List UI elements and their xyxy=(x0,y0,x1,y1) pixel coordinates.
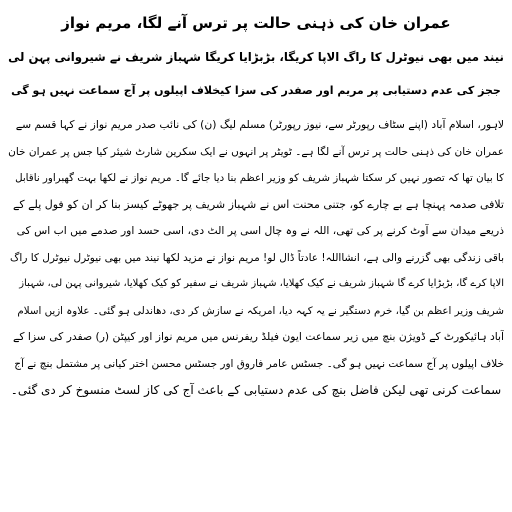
body-line: لاہور، اسلام آباد (اپنے سٹاف رپورٹر سے، نیوز رپورٹر) مسلم لیگ (ن) کی نائب صدر مریم نواز نے کہا قسم سے xyxy=(15,118,504,131)
body-line: الاپا کرے گا، بڑبڑایا کرے گا شہباز شریف نے کیک کھلایا، شہباز شریف نے سفیر کو کیک کھلایا، شیروانی پہن لی، شہباز xyxy=(19,278,504,289)
headline-1: عمران خان کی ذہنی حالت پر ترس آنے لگا، مریم نواز xyxy=(61,14,451,32)
article-body xyxy=(8,112,504,404)
headline-block xyxy=(8,6,504,108)
body-line: تلافی صدمہ پہنچا ہے بے چارے کو، جتنی محنت اس نے شہباز شریف پر جھوٹے کیسز بنا کر ان کو فول پلے کے xyxy=(12,197,504,211)
body-line: باقی زندگی بھی گزرنے والی ہے، انشااللہ! عادتاً ڈال لو! مریم نواز نے مزید لکھا نیند میں بھی نیوٹرل نیوٹرل کا راگ xyxy=(10,251,504,264)
headline-2: نیند میں بھی نیوٹرل کا راگ الاپا کریگا، بڑبڑایا کریگا شہباز شریف نے شیروانی پہن لی xyxy=(8,50,504,64)
body-line: کا بیان تھا کہ تصور نہیں کر سکتا شہباز شریف کو وزیر اعظم بنا دیا جائے گا۔ مریم نواز نے لکھا بہت گھبراور ناقابل xyxy=(15,172,504,184)
body-line: عمران خان کی ذہنی حالت پر ترس آنے لگا ہے۔ ٹویٹر پر انہوں نے ایک سکرین شارٹ شیئر کیا جس پر عمران خان xyxy=(8,145,504,158)
body-line: ذریعے میدان سے آوٹ کرنے پر کی تھی، اللہ نے وہ چال اسی پر الٹ دی، اسی حسد اور صدمے میں اب اس کی xyxy=(16,224,504,237)
body-line: آباد ہائیکورٹ کے ڈویژن بنچ میں زیر سماعت ایون فیلڈ ریفرنس میں مریم نواز اور کیپٹن (ر) صفدر کی سزا کے xyxy=(13,330,504,343)
body-line: سماعت کرنی تھی لیکن فاضل بنچ کی عدم دستیابی کے باعث آج کی کاز لسٹ منسوخ کر دی گئی۔ xyxy=(10,383,502,397)
body-line: شریف وزیر اعظم بن گیا، خرم دستگیر نے یہ کہہ دیا، امریکہ نے سازش کر دی، دھاندلی ہو گئی۔ علاوہ ازیں اسلام xyxy=(17,304,504,317)
headline-3: ججز کی عدم دستیابی پر مریم اور صفدر کی سزا کیخلاف اپیلوں پر آج سماعت نہیں ہو گی xyxy=(11,84,501,97)
body-line: خلاف اپیلوں پر آج سماعت نہیں ہو گی۔ جسٹس عامر فاروق اور جسٹس محسن اختر کیانی پر مشتمل بنچ نے آج xyxy=(14,357,504,370)
